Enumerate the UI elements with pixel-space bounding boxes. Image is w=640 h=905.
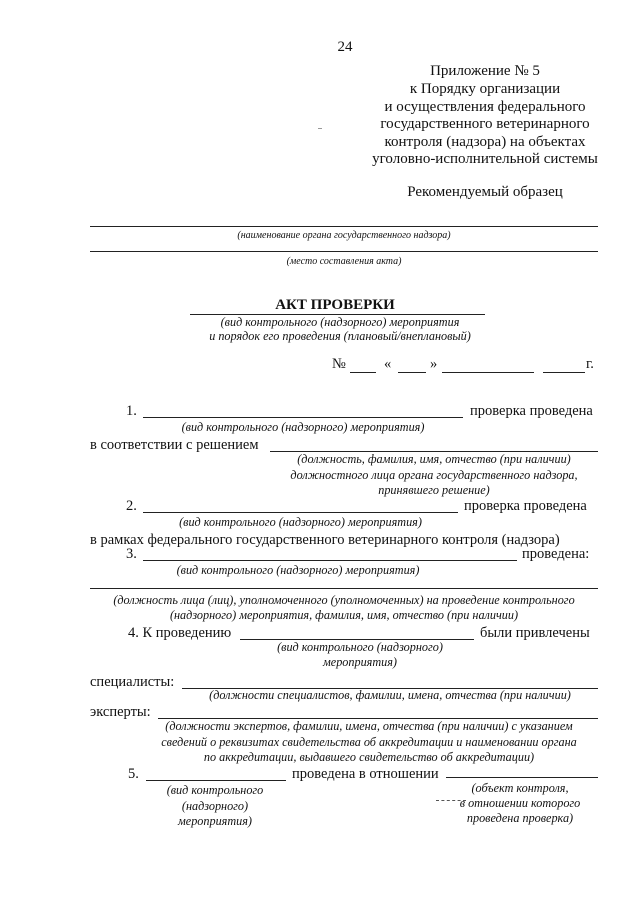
- item5-object-field: [446, 777, 598, 778]
- quote-open: «: [384, 356, 392, 372]
- authority-hint: (наименование органа государственного надзора): [237, 230, 451, 241]
- quote-close: »: [430, 356, 438, 372]
- month-field: [442, 372, 534, 373]
- item5-hint-left: (надзорного): [181, 799, 249, 813]
- appendix-line: Приложение № 5: [430, 63, 540, 79]
- day-field: [398, 372, 426, 373]
- experts-hint: по аккредитации, выдавшего свидетельство об аккредитации): [203, 750, 535, 764]
- item4-hint: (вид контрольного (надзорного): [277, 640, 443, 654]
- act-subtitle: и порядок его проведения (плановый/внеплановый): [209, 329, 471, 343]
- item5-hint-right: (объект контроля,: [471, 781, 569, 795]
- item5-hint-left: мероприятия): [178, 814, 252, 828]
- appendix-line: контроля (надзора) на объектах: [384, 134, 586, 150]
- year-suffix: г.: [586, 356, 594, 372]
- item4-tail: были привлечены: [480, 625, 590, 641]
- item1-tail: проверка проведена: [470, 403, 593, 419]
- decision-label: в соответствии с решением: [90, 437, 259, 453]
- sample-label: Рекомендуемый образец: [407, 184, 563, 200]
- item3-field: [143, 560, 517, 561]
- number-sign: №: [332, 356, 346, 372]
- year-field: [543, 372, 585, 373]
- item-number: 5.: [128, 766, 139, 782]
- item2-hint: (вид контрольного (надзорного) мероприятия): [179, 515, 422, 529]
- page-number: 24: [337, 39, 353, 55]
- decision-hint: должностного лица органа государственного надзора,: [290, 468, 578, 482]
- item2-field: [143, 512, 458, 513]
- item4-lead: 4. К проведению: [128, 625, 232, 641]
- act-subtitle: (вид контрольного (надзорного) мероприятия: [220, 315, 460, 329]
- item3-person-hint: (должность лица (лиц), уполномоченного (уполномоченных) на проведение контрольного: [113, 593, 575, 607]
- item5-mid: проведена в отношении: [292, 766, 439, 782]
- act-title: АКТ ПРОВЕРКИ: [275, 297, 395, 313]
- number-field: [350, 372, 376, 373]
- item5-hint-left: (вид контрольного: [166, 783, 264, 797]
- item-number: 2.: [126, 498, 137, 514]
- place-hint: (место составления акта): [286, 256, 402, 267]
- item5-field: [146, 780, 286, 781]
- scan-mark: [318, 128, 322, 129]
- item3-hint: (вид контрольного (надзорного) мероприятия): [176, 563, 420, 577]
- specialists-label: специалисты:: [90, 674, 175, 690]
- item4-hint: мероприятия): [323, 655, 397, 669]
- item-number: 3.: [126, 546, 137, 562]
- item-number: 1.: [126, 403, 137, 419]
- item1-hint: (вид контрольного (надзорного) мероприятия): [181, 420, 425, 434]
- appendix-line: и осуществления федерального: [384, 99, 586, 115]
- appendix-line: уголовно-исполнительной системы: [372, 151, 598, 167]
- item3-person-field: [90, 588, 598, 589]
- item1-field: [143, 417, 463, 418]
- experts-hint: сведений о реквизитах свидетельства об аккредитации и наименовании органа: [161, 735, 577, 749]
- item3-tail: проведена:: [522, 546, 590, 562]
- experts-hint: (должности экспертов, фамилии, имена, отчества (при наличии) с указанием: [165, 719, 573, 733]
- scan-dash-mark: [436, 800, 466, 801]
- authority-line: [90, 226, 598, 227]
- item2-scope: в рамках федерального государственного ветеринарного контроля (надзора): [90, 532, 560, 548]
- item3-person-hint: (надзорного) мероприятия, фамилия, имя, отчество (при наличии): [169, 608, 519, 622]
- decision-hint: принявшего решение): [378, 483, 490, 497]
- item5-hint-right: проведена проверка): [466, 811, 574, 825]
- place-line: [90, 251, 598, 252]
- specialists-hint: (должности специалистов, фамилии, имена, отчества (при наличии): [209, 688, 571, 702]
- experts-label: эксперты:: [90, 704, 151, 720]
- decision-hint: (должность, фамилия, имя, отчество (при наличии): [297, 452, 571, 466]
- appendix-line: к Порядку организации: [409, 81, 561, 97]
- appendix-line: государственного ветеринарного: [380, 116, 590, 132]
- item5-hint-right: в отношении которого: [459, 796, 581, 810]
- item2-tail: проверка проведена: [464, 498, 587, 514]
